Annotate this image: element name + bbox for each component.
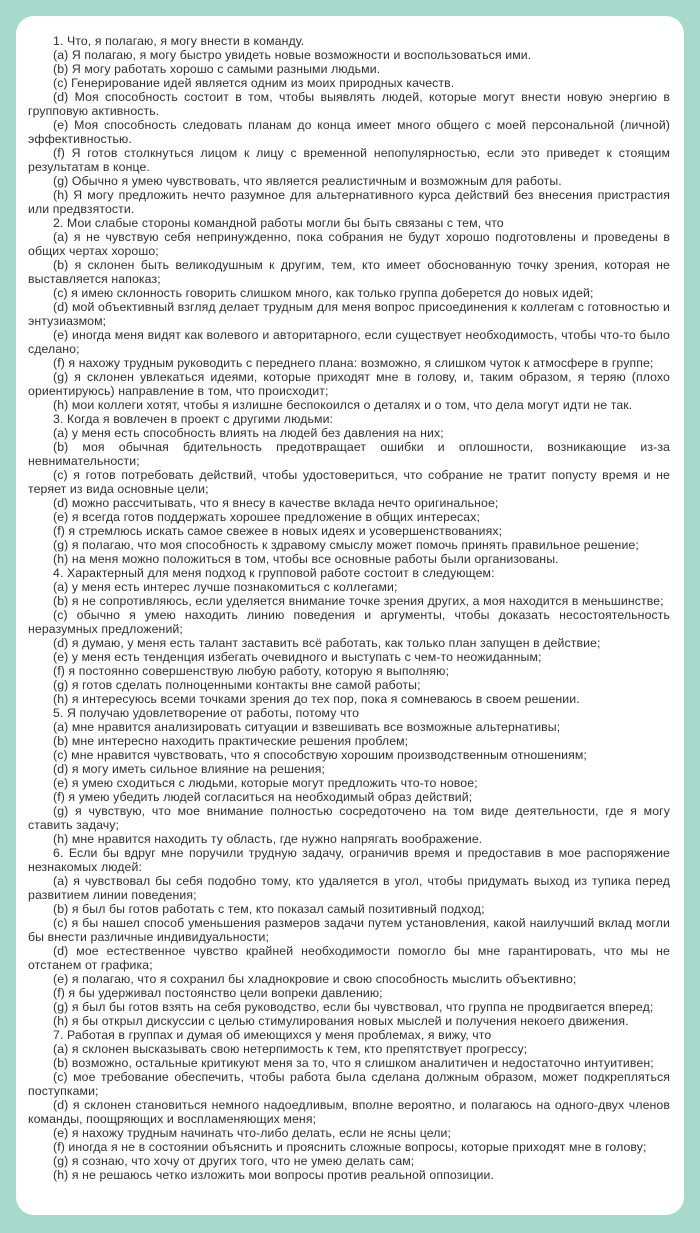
question-line: (d) Моя способность состоит в том, чтобы выявлять людей, которые могут внести новую энергию в групповую активность. [28,90,670,118]
question-line: (h) Я могу предложить нечто разумное для альтернативного курса действий без внесения пристрастия или предвзятости. [28,188,670,216]
question-line: (d) я могу иметь сильное влияние на решения; [53,762,325,776]
question-line: (h) на меня можно положиться в том, чтобы все основные работы были организованы. [53,552,559,566]
question-line: (b) моя обычная бдительность предотвращает ошибки и оплошности, возникающие из-за невнимательности; [28,440,670,468]
question-line: (f) я умею убедить людей согласиться на необходимый образ действий; [53,790,473,804]
question-line: (d) я думаю, у меня есть талант заставить всё работать, как только план запущен в действие; [53,636,601,650]
question-line: (b) я склонен быть великодушным к другим, тем, кто имеет обоснованную точку зрения, которая не выставляется напоказ; [28,258,670,286]
question-line: (b) возможно, остальные критикуют меня за то, что я слишком аналитичен и недостаточно интуитивен; [53,1056,654,1070]
question-line: 7. Работая в группах и думая об имеющихся у меня проблемах, я вижу, что [53,1028,492,1042]
question-line: (g) я склонен увлекаться идеями, которые приходят мне в голову, и, таким образом, я теряю (плохо ориентируюсь) направление в том, что происходит; [28,370,670,398]
question-line: 5. Я получаю удовлетворение от работы, потому что [53,706,360,720]
question-line: (c) мое требование обеспечить, чтобы работа была сделана должным образом, может подкрепляться поступками; [28,1070,670,1098]
question-line: (f) я постоянно совершенствую любую работу, которую я выполняю; [53,664,450,678]
question-line: (e) я нахожу трудным начинать что-либо делать, если не ясны цели; [53,1126,452,1140]
question-line: (e) я всегда готов поддержать хорошее предложение в общих интересах; [53,510,480,524]
question-line: (a) мне нравится анализировать ситуации и взвешивать все возможные альтернативы; [53,720,561,734]
question-line: (h) я не решаюсь четко изложить мои вопросы против реальной оппозиции. [53,1168,494,1182]
question-line: (g) я сознаю, что хочу от других того, что не умею делать сам; [53,1154,415,1168]
question-line: (e) у меня есть тенденция избегать очевидного и выступать с чем-то неожиданным; [53,650,542,664]
question-line: (b) мне интересно находить практические решения проблем; [53,734,409,748]
question-line: (d) мое естественное чувство крайней необходимости помогло бы мне гарантировать, что мы не отстанем от графика; [28,944,670,972]
question-line: (a) я чувствовал бы себя подобно тому, кто удаляется в угол, чтобы придумать выход из тупика перед развитием линии поведения; [28,874,670,902]
question-line: (e) я полагаю, что я сохранил бы хладнокровие и свою способность мыслить объективно; [53,972,577,986]
question-line: (e) иногда меня видят как волевого и авторитарного, если существует необходимость, чтобы что-то было сделано; [28,328,670,356]
question-line: (f) я нахожу трудным руководить с переднего плана: возможно, я слишком чуток к атмосфере в группе; [53,356,654,370]
question-line: (g) Обычно я умею чувствовать, что является реалистичным и возможным для работы. [53,174,562,188]
question-line: (c) обычно я умею находить линию поведения и аргументы, чтобы доказать несостоятельность неразумных предложений; [28,608,670,636]
question-line: (e) я умею сходиться с людьми, которые могут предложить что-то новое; [53,776,478,790]
question-line: (h) я интересуюсь всеми точками зрения до тех пор, пока я сомневаюсь в своем решении. [53,692,580,706]
question-line: (f) я стремлюсь искать самое свежее в новых идеях и усовершенствованиях; [53,524,503,538]
question-line: 1. Что, я полагаю, я могу внести в команду. [53,34,305,48]
question-line: (h) я бы открыл дискуссии с целью стимулирования новых мыслей и получения некоего движения. [53,1014,629,1028]
question-line: (c) Генерирование идей является одним из моих природных качеств. [53,76,455,90]
question-line: (b) Я могу работать хорошо с самыми разными людьми. [53,62,381,76]
question-line: (b) я был бы готов работать с тем, кто показал самый позитивный подход; [53,902,485,916]
question-line: (b) я не сопротивляюсь, если уделяется внимание точке зрения других, а моя находится в меньшинстве; [53,594,664,608]
question-line: (a) я не чувствую себя непринужденно, пока собрания не будут хорошо подготовлены и проведены в общих чертах хорошо; [28,230,670,258]
questionnaire-page [16,16,684,1215]
question-line: (h) мне нравится находить ту область, где нужно напрягать воображение. [53,832,483,846]
question-line: (a) у меня есть способность влиять на людей без давления на них; [53,426,444,440]
question-line: (e) Моя способность следовать планам до конца имеет много общего с моей персональной (личной) эффективностью. [28,118,670,146]
question-line: (c) я готов потребовать действий, чтобы удостовериться, что собрание не тратит попусту время и не теряет из вида основные цели; [28,468,670,496]
question-line: (a) Я полагаю, я могу быстро увидеть новые возможности и воспользоваться ими. [53,48,532,62]
question-line: (f) иногда я не в состоянии объяснить и прояснить сложные вопросы, которые приходят мне в голову; [53,1140,647,1154]
question-line: 3. Когда я вовлечен в проект с другими людьми: [53,412,334,426]
question-line: (d) я склонен становиться немного надоедливым, вполне вероятно, и полагаюсь на одного-двух членов команды, поощряющих и воспламеняющих меня; [28,1098,670,1126]
question-line: (h) мои коллеги хотят, чтобы я излишне беспокоился о деталях и о том, что дела могут идти не так. [53,398,633,412]
question-line: (g) я был бы готов взять на себя руководство, если бы чувствовал, что группа не продвигается вперед; [53,1000,654,1014]
question-line: (c) мне нравится чувствовать, что я способствую хорошим производственным отношениям; [53,748,587,762]
question-line: (a) я склонен высказывать свою нетерпимость к тем, кто препятствует прогрессу; [53,1042,528,1056]
question-line: (g) я готов сделать полноценными контакты вне самой работы; [53,678,421,692]
question-line: 6. Если бы вдруг мне поручили трудную задачу, ограничив время и предоставив в мое распоряжение незнакомых людей: [28,846,670,874]
question-line: (c) я бы нашел способ уменьшения размеров задачи путем установления, какой наилучший вклад могли бы внести различные индивидуальности; [28,916,670,944]
questionnaire-text [28,34,670,1182]
question-line: (d) мой объективный взгляд делает трудным для меня вопрос присоединения к коллегам с готовностью и энтузиазмом; [28,300,670,328]
question-line: (f) я бы удерживал постоянство цели вопреки давлению; [53,986,383,1000]
question-line: (g) я полагаю, что моя способность к здравому смыслу может помочь принять правильное решение; [53,538,639,552]
question-line: (g) я чувствую, что мое внимание полностью сосредоточено на том виде деятельности, где я могу ставить задачу; [28,804,670,832]
question-line: 2. Мои слабые стороны командной работы могли бы быть связаны с тем, что [53,216,504,230]
question-line: (f) Я готов столкнуться лицом к лицу с временной непопулярностью, если это приведет к стоящим результатам в конце. [28,146,670,174]
question-line: (a) у меня есть интерес лучше познакомиться с коллегами; [53,580,398,594]
question-line: 4. Характерный для меня подход к групповой работе состоит в следующем: [53,566,495,580]
question-line: (c) я имею склонность говорить слишком много, как только группа доберется до новых идей; [53,286,594,300]
question-line: (d) можно рассчитывать, что я внесу в качестве вклада нечто оригинальное; [53,496,499,510]
